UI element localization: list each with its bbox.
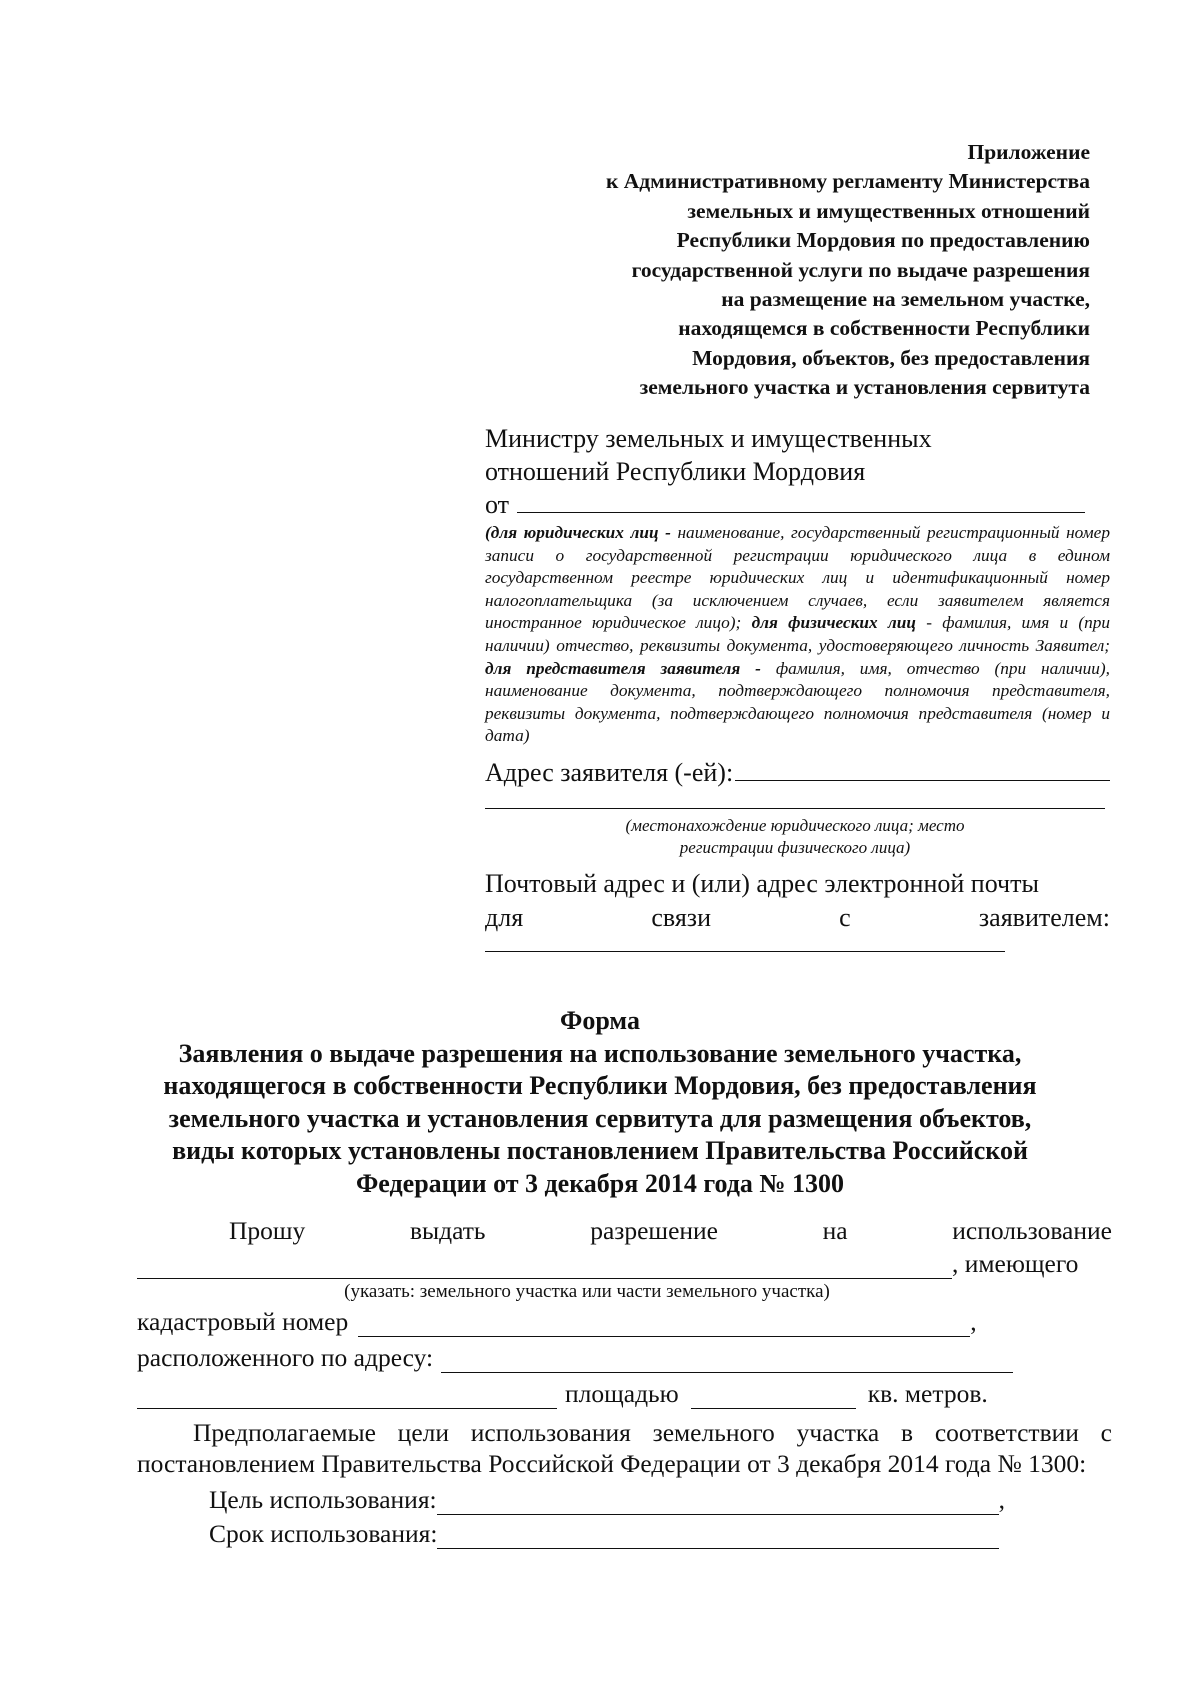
address-field[interactable] bbox=[735, 754, 1110, 781]
area-label: площадью bbox=[565, 1379, 679, 1408]
postal-word: заявителем: bbox=[978, 902, 1110, 932]
postal-line-2 bbox=[485, 901, 1110, 935]
term-row bbox=[137, 1519, 1112, 1549]
cadastral-row bbox=[137, 1307, 1112, 1337]
cadastral-label: кадастровый номер bbox=[137, 1307, 349, 1336]
area-field[interactable] bbox=[691, 1382, 856, 1409]
appendix-line: находящемся в собственности Республики bbox=[678, 316, 1090, 341]
term-field[interactable] bbox=[437, 1522, 999, 1549]
appendix-line: земельного участка и установления сервитута bbox=[639, 375, 1090, 400]
address-caption bbox=[525, 815, 1065, 859]
appendix-header bbox=[470, 138, 1090, 403]
note-rep-label: для представителя заявителя - bbox=[485, 658, 761, 678]
postal-word: с bbox=[839, 902, 851, 932]
goal-label: Цель использования: bbox=[209, 1485, 437, 1514]
request-word: использование bbox=[952, 1216, 1112, 1245]
addressee-line: отношений Республики Мордовия bbox=[485, 457, 866, 486]
address-caption-line: (местонахождение юридического лица; место bbox=[625, 815, 965, 835]
comma: , bbox=[998, 1485, 1006, 1514]
cadastral-field[interactable] bbox=[358, 1310, 970, 1337]
postal-word: связи bbox=[651, 902, 711, 932]
address-row bbox=[485, 754, 1110, 790]
addressee-line: Министру земельных и имущественных bbox=[485, 424, 932, 453]
form-title-line: находящегося в собственности Республики Мордовия, без предоставления bbox=[163, 1071, 1037, 1100]
unit-label: кв. метров. bbox=[867, 1379, 988, 1408]
appendix-line: государственной услуги по выдаче разрешения bbox=[631, 257, 1090, 282]
postal-block bbox=[485, 867, 1110, 952]
appendix-line: Республики Мордовия по предоставлению bbox=[676, 228, 1090, 253]
request-word: разрешение bbox=[590, 1216, 718, 1245]
address-label: Адрес заявителя (-ей): bbox=[485, 757, 734, 787]
form-title-line: Федерации от 3 декабря 2014 года № 1300 bbox=[355, 1168, 845, 1198]
located-row bbox=[137, 1343, 1112, 1373]
appendix-line: Приложение bbox=[967, 140, 1090, 164]
comma: , bbox=[970, 1307, 977, 1336]
request-word: на bbox=[822, 1216, 848, 1245]
located-label: расположенного по адресу: bbox=[137, 1343, 434, 1372]
area-row bbox=[137, 1379, 1112, 1409]
form-title-line: земельного участка и установления сервитута для размещения объектов, bbox=[168, 1103, 1032, 1133]
address-caption-line: регистрации физического лица) bbox=[679, 837, 911, 857]
note-legal-label: (для юридических лиц - bbox=[485, 523, 671, 542]
addressee-block bbox=[485, 422, 1110, 952]
purposes-paragraph: Предполагаемые цели использования земельного участка в соответствии с постановлением Правительства Российской Федерации от 3 декабря 2014 года № 1300: bbox=[137, 1418, 1112, 1478]
request-word: Прошу bbox=[229, 1216, 306, 1245]
request-word: выдать bbox=[409, 1216, 486, 1245]
appendix-line: к Административному регламенту Министерства bbox=[605, 169, 1090, 194]
address-field-line-2[interactable] bbox=[485, 794, 1105, 809]
from-label: от bbox=[485, 490, 510, 519]
object-field[interactable] bbox=[137, 1252, 952, 1279]
having-label: , имеющего bbox=[952, 1249, 1079, 1278]
note-person-text: - фамилия, имя и (при наличии) отчество, реквизиты документа, удостоверяющего личность Заявител; bbox=[485, 613, 1110, 655]
note-rep-text: фамилия, имя, отчество (при наличии), наименование документа, подтверждающего полномочия представителя, реквизиты документа, подтверждающего полномочия представителя (номер и дата) bbox=[485, 658, 1110, 746]
appendix-line: на размещение на земельном участке, bbox=[721, 287, 1090, 312]
form-title-line: Заявления о выдаче разрешения на использование земельного участка, bbox=[178, 1038, 1022, 1068]
note-person-label: для физических лиц bbox=[751, 613, 916, 633]
located-field[interactable] bbox=[441, 1346, 1013, 1373]
postal-field[interactable] bbox=[485, 935, 1005, 952]
appendix-line: земельных и имущественных отношений bbox=[687, 198, 1090, 223]
object-row bbox=[137, 1249, 1112, 1279]
from-row bbox=[485, 488, 1085, 520]
goal-row bbox=[137, 1485, 1112, 1515]
form-body bbox=[137, 1215, 1112, 1549]
goal-field[interactable] bbox=[437, 1488, 999, 1515]
form-title bbox=[0, 1005, 1200, 1200]
form-title-line: виды которых установлены постановлением Правительства Российской bbox=[172, 1136, 1028, 1165]
postal-line: Почтовый адрес и (или) адрес электронной почты bbox=[485, 868, 1039, 898]
request-line bbox=[137, 1215, 1112, 1247]
located-field-2[interactable] bbox=[137, 1382, 557, 1409]
appendix-line: Мордовия, объектов, без предоставления bbox=[692, 345, 1090, 370]
object-hint: (указать: земельного участка или части земельного участка) bbox=[344, 1281, 830, 1302]
form-heading: Форма bbox=[560, 1006, 640, 1035]
note-legal-text: наименование, государственный регистрационный номер записи о государственной регистрации юридического лица в едином государственном реестре юридических лиц и идентификационный номер налогоплательщика (за исключением случаев, если заявителем является иностранное юридическое лицо); bbox=[485, 523, 1110, 633]
postal-word: для bbox=[485, 902, 524, 932]
applicant-name-field[interactable] bbox=[517, 488, 1085, 513]
applicant-note bbox=[485, 522, 1110, 748]
term-label: Срок использования: bbox=[209, 1519, 438, 1548]
